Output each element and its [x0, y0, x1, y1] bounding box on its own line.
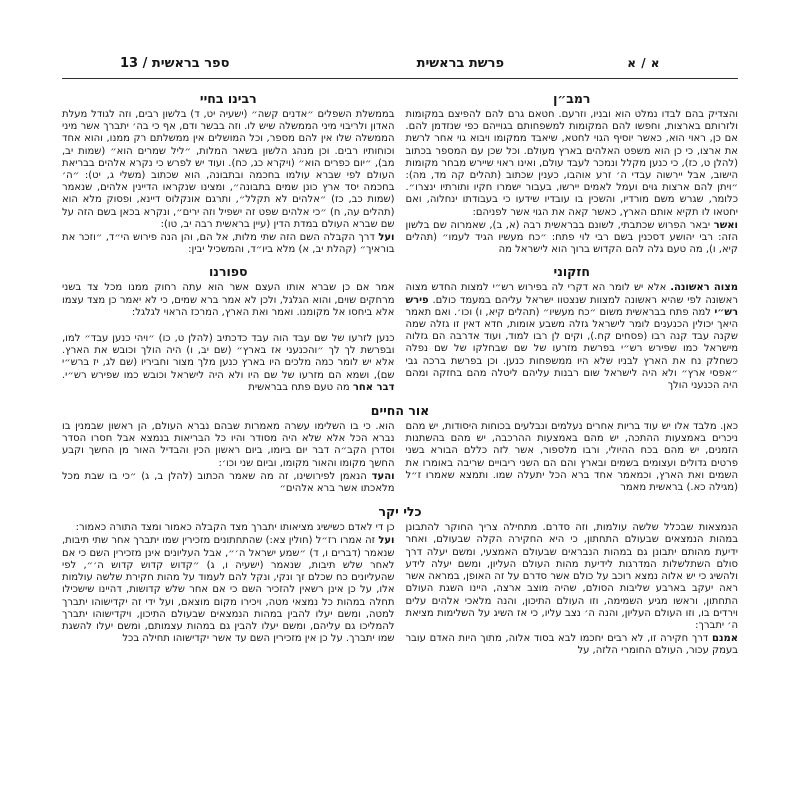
- paragraph-lead: פירש רש״י: [405, 294, 738, 318]
- section-title-sforno: ספורנו: [209, 264, 248, 280]
- paragraph-lead: אמנם: [711, 633, 738, 645]
- column-right: [406, 522, 739, 658]
- or-hachaim-paragraph: [62, 421, 395, 470]
- running-head: [62, 56, 738, 78]
- bachya-paragraph: [62, 109, 395, 231]
- ramban-paragraph: [406, 220, 739, 257]
- column-left: [62, 522, 395, 646]
- paragraph-text: דרך הקבלה השם הזה שתי מלות, אל הם, והן הנה פירוש הי״ד, ״וזכר את בוראיך״ (קהלת יב, א) מלא ביו״ד, והמשכיל יבין:: [62, 232, 395, 256]
- column-left: [62, 89, 395, 395]
- paragraph-text: כנען לזרעו של שם עבד הוה עבד כדכתיב (להלן ט, כו) ״ויהי כנען עבד״ למו, ובפרשת לך לך ״והכנעני אז בארץ״ (שם יב, ו) היה הולך וכובש את הארץ. אלא יש לומר כמה מלכים היו בארץ כנען מלך מצור וחביריו (שם לג, יז ברש״י שם), ושמא הם מזרעו של שם היו ולא היה לישראל וכובש כמו שפירש רש״י.: [62, 333, 395, 381]
- paragraph-text: הוא. כי בו השלימו עשרה מאמרות שבהם נברא העולם, הן ראשון שבמנין בו נברא הכל אלא שלא היה מסודר והיו כל הבריאות בנמצא אבל חסרו הסדר וסדרן הקב״ה דבר יום ביומו, ביום ראשון הכין והבדיל האור מן החשך וקבע החשך מקומו והאור מקומו, וביום שני וכו׳:: [62, 421, 395, 469]
- column-right: [406, 421, 739, 495]
- paragraph-text: למה פתח בבראשית משום ״כח מעשיו״ (תהלים קיא, ו) וכו׳. ואם תאמר היאך יכולין הכנענים לומר לישראל גזלה משבע אומות, חדא דאין זו גזלה שמה שקנה עבד קנה רבו (פסחים קח.), וקים לן רבו למוד, ועוד אדרבה הם גזלוה מישראל כמו שפירש רש״י בפרשת מזרעו של שם שבחלקו של שם נפלה כשחלק נח את הארץ לבניו שלא היו ממשפחות כנען. וכן בפרשת ברכה גבי ״אפסי ארץ״ ולא היה לישראל שום רבנות עליהם ליטלה מהם בחזקה ומהם היה הכנעני הולך: [405, 306, 738, 392]
- column-right: [406, 89, 739, 393]
- paragraph-lead: ועל: [378, 535, 395, 547]
- paragraph-text: בממשלת השפלים ״אדנים קשה״ (ישעיה יט, ד) בלשון רבים, וזה לגודל מעלת האדון ולריבוי מיני הממשלה שיש לו. וזה בבשר ודם, אף כי בה׳ יתברך אשר מיני הממשלה שלו אין להם מספר, וכל המושלים אין ממשלתם רק ממנו, והוא אחד וכוחותיו רבים. וכן מנהג הלשון בשאר המלות, ״ליל שמרים הוא״ (שמות יב, מב), ״יום כפרים הוא״ (ויקרא כג, כח). ועוד יש לפרש כי נקרא אלהים בבריאת העולם לפי שברא עולמו בחכמה ובתבונה, הוא שכתוב (משלי ג, יט): ״ה׳ בחכמה יסד ארץ כונן שמים בתבונה״, ומצינו שנקראו הדיינין אלהים, שנאמר (שמות כב, כז) ״אלהים לא תקלל״, ותרגם אונקלוס דיינא, ופסוק מלא הוא (תהלים עה, ח) ״כי אלהים שפט זה ישפיל וזה ירים״, ונקרא בכאן בשם הזה על שם שברא העולם במדת הדין (עיין בראשית רבה יב, טו):: [62, 109, 395, 230]
- kli-yakar-columns: [62, 522, 738, 658]
- section-title-or-hachaim: אור החיים: [370, 403, 430, 419]
- paragraph-text: אלא יש לומר הא דקרי לה בפירוש רש״י למצות החדש מצוה ראשונה לפי שהיא ראשונה למצוות שנצטוו ישראל עליהם במעמד כולם.: [405, 282, 738, 306]
- section-title-ramban: רמב״ן: [553, 91, 591, 106]
- paragraph-lead: דבר אחר: [352, 381, 395, 393]
- paragraph-text: זה אמרו רז״ל (חולין צא:) שהתחתונים מזכירין שמו יתברך אחר שתי תיבות, שנאמר (דברים ו, ד) ״שמע ישראל ה׳״, אבל העליונים אינן מזכירין השם כי אם לאחר שלש תיבות, שנאמר (ישעיה ו, ג) ״קדוש קדוש קדוש ה׳״, לפי שהעליונים כח שכלם זך ונקי, ונקל להם לעמוד על מהות חקירת שלשה עולמות אלו, על כן אינן רשאין להזכיר השם כי אם אחר שלש קדושות, דהיינו שישכילו תחלה במהות כל נמצאי מטה, ויכירו מקום מוצאם, ועל ידי זה יקדישוהו יתברך למטה, ומשם יעלו להבין במהות הנמצאים שבעולם התיכון, ויקדישוהו יתברך להמליכו גם עליהם, ומשם יעלו להבין גם במהות עצמותם, ומשם יעלו להשגת שמו יתברך. על כן אין מזכירין השם עד אשר יקדישוהו תחילה בכל: [62, 535, 395, 645]
- paragraph-text: הנאמן לפירושינו, זה מה שאמר הכתוב (להלן ב, ג) ״כי בו שבת מכל מלאכתו אשר ברא אלהים״: [62, 470, 395, 495]
- section-or-hachaim: [62, 403, 738, 496]
- top-commentary-columns: [62, 89, 738, 395]
- paragraph-text: כן די לאדם כשישיג מציאותו יתברך מצד הקבלה כאמור ומצד התורה כאמור:: [75, 522, 395, 534]
- paragraph-lead: ועל: [378, 232, 395, 244]
- section-title-kli-yakar: כלי יקר: [378, 504, 422, 520]
- paragraph-lead: ואשר: [713, 219, 738, 231]
- paragraph-text: כאן. מלבד אלו יש עוד בריות אחרים נעלמים ונבלעים בכוחות היסודות, יש מהם ניכרים באמצעות ההתכה, יש מהם באמצעות ההרכבה, יש מהם בהשתנות הזמנים, יש מהם בכח ההיולי, ורבו מלספור, אשר לזה כללם הבורא בשני פרטים גדולים ועצומים בשמים ובארץ והם הם השני ריבויים שריבה באומרו את השמים ואת הארץ, וכמאמר אחד ברא הכל יתעלה שמו. ותמצא שאמרו ז״ל (מגילה כא.) בראשית מאמר: [405, 421, 738, 494]
- section-title-rabbeinu-bachya: רבינו בחיי: [199, 91, 257, 106]
- or-hachaim-paragraph: [406, 421, 739, 494]
- header-rule: [62, 78, 738, 79]
- bachya-paragraph: [62, 232, 395, 256]
- paragraph-text: הנמצאות שבכלל שלשה עולמות, וזה סדרם. מתחילה צריך החוקר להתבונן במהות הנמצאים שבעולם התחתון, כי היא החקירה הקלה שבעולם, ואחר ידיעת מהותם יתבונן גם במהות הנבראים שבעולם האמצעי, ומשם יעלה דרך סולם השתלשלות המדרגות לידיעת מהות העולם העליון, ומשם יעלה לידע ולהשיג כי יש אלוה נמצא רוכב על כולם אשר סדרם על זה האופן, במראה אשר ראה יעקב בארבע שליבות הסולם, שהיה מוצב ארצה, היינו השגת העולם התחתון, וראשו מגיע השמימה, וזו העולם התיכון, והנה מלאכי אלהים עלים וירדים בו, וזו העולם העליון, והנה ה׳ נצב עליו, כי אז השיג על השלימות מציאת ה׳ יתברך:: [405, 522, 738, 631]
- section-kli-yakar: [62, 504, 738, 658]
- paragraph-lead: והעד: [371, 470, 395, 482]
- or-hachaim-paragraph: [62, 471, 395, 495]
- chizkuni-continuation-paragraph: [62, 333, 395, 394]
- chizkuni-paragraph: [406, 282, 739, 392]
- book-title-page-number: ספר בראשית / 13: [120, 56, 230, 71]
- parsha-title: פרשת בראשית: [416, 56, 504, 71]
- kli-yakar-paragraph: [62, 535, 395, 645]
- kli-yakar-paragraph: [62, 522, 395, 534]
- chapter-verse-ref: א / א: [627, 56, 660, 70]
- kli-yakar-paragraph: [406, 522, 739, 632]
- paragraph-lead: מצוה ראשונה.: [670, 282, 738, 294]
- section-title-chizkuni: חזקוני: [553, 264, 590, 280]
- or-hachaim-columns: [62, 421, 738, 496]
- paragraph-text: מה טעם פתח בבראשית: [248, 381, 353, 393]
- kli-yakar-paragraph: [406, 633, 739, 657]
- chizkuni-continuation-block: [62, 333, 395, 394]
- column-left: [62, 421, 395, 496]
- paragraph-text: יבאר הפרוש שכתבתי, לשונם בבראשית רבה (א, ב), שאמרוה שם בלשון הזה: רבי יהושע דסכנין בשם רבי לוי פתח: ״כח מעשיו הגיד לעמו״ (תהלים קיא, ו), מה טעם גלה להם הקדוש ברוך הוא לישראל מה: [405, 219, 738, 256]
- sforno-paragraph: [62, 282, 395, 319]
- paragraph-text: דרך חקירה זו, לא רבים יחכמו לבא בסוד אלוה, מתוך היות האדם עובר בעמק עכור, העולם החומרי הלזה, על: [405, 633, 738, 657]
- ramban-paragraph: [406, 109, 739, 219]
- paragraph-text: אמר אם כן שברא אותו העצם אשר הוא עתה רחוק ממנו מכל צד בשני מרחקים שוים, והוא הגלגל, ולכן לא אמר ברא שמים, כי לא יאמר כן מצד עצמו אלא ביחסו אל מקומנו. ואמר ואת הארץ, המרכז הראוי לגלגל:: [62, 282, 395, 318]
- paragraph-text: והצדיק בהם לבדו נמלט הוא ובניו, וזרעם. חטאם גרם להם להפיצם במקומות ולזרותם בארצות, וחפשו להם המקומות למשפחותם בגוייהם כפי שנזדמן להם. אם כן, ראוי הוא, כאשר יוסיף הגוי לחטא, שיאבד ממקומו ויבוא גוי אחר לרשת את ארצו, כי כן הוא משפט האלהים בארץ מעולם. וכל שכן עם המספר בכתוב (להלן ט, כז), כי כנען מקלל ונמכר לעבד עולם, ואינו ראוי שיירש מבחר מקומות הישוב, אבל יירשוה עבדי ה׳ זרע אוהבו, כענין שכתוב (תהלים קה מד, מה): ״ויתן להם ארצות גוים ועמל לאמים יירשו, בעבור ישמרו חקיו ותורתיו ינצרו״. כלומר, שגרש משם מורדיו, והשכין בו עובדיו שידעו כי בעבודתו ינחלוה, ואם יחטאו לו תקיא אותם הארץ, כאשר קאה את הגוי אשר לפניהם:: [405, 109, 738, 218]
